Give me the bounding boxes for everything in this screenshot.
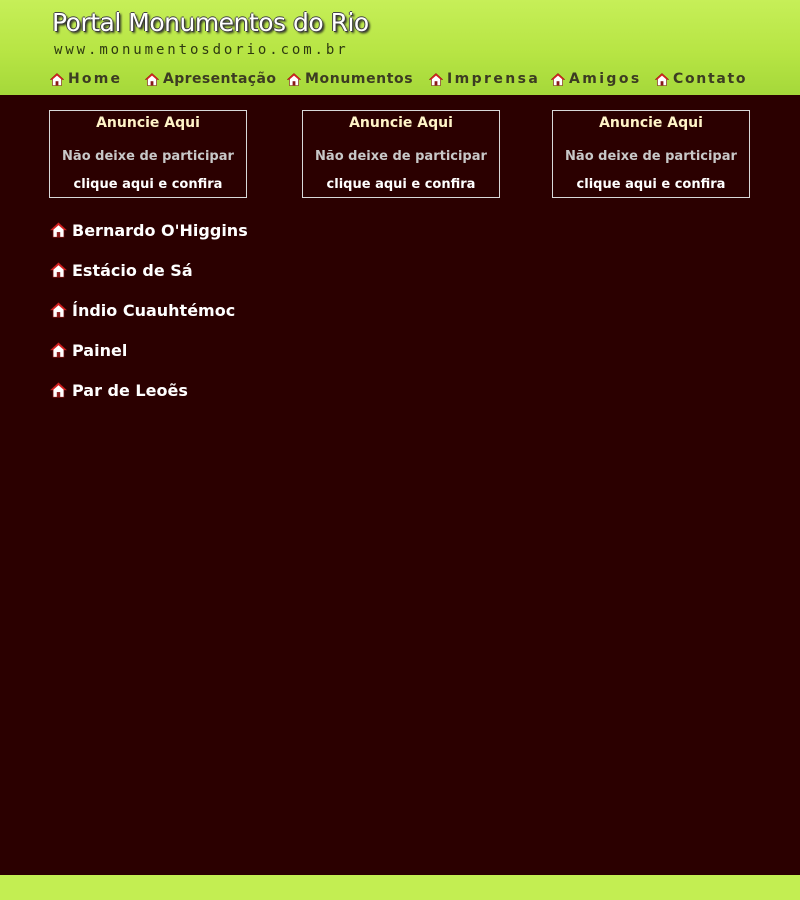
house-icon <box>655 73 669 86</box>
house-icon <box>50 382 67 398</box>
house-icon <box>50 73 64 86</box>
nav-item-home[interactable] <box>50 68 122 90</box>
ad-box[interactable] <box>302 110 500 198</box>
monument-label: Par de Leoẽs <box>72 380 188 400</box>
header <box>0 0 800 95</box>
footer-bar <box>0 875 800 900</box>
monument-link-par-de-leoes[interactable] <box>50 378 188 402</box>
main-nav <box>0 68 800 90</box>
nav-item-monumentos[interactable] <box>287 68 413 90</box>
house-icon <box>429 73 443 86</box>
ad-link[interactable]: clique aqui e confira <box>576 177 726 192</box>
house-icon <box>50 222 67 238</box>
site-title[interactable]: Portal Monumentos do Rio <box>52 8 369 37</box>
house-icon <box>287 73 301 86</box>
nav-item-label: Contato <box>673 71 748 87</box>
house-icon <box>551 73 565 86</box>
ad-link[interactable]: clique aqui e confira <box>326 177 476 192</box>
ad-text: Não deixe de participar <box>565 149 737 164</box>
nav-item-amigos[interactable] <box>551 68 642 90</box>
ad-link[interactable]: clique aqui e confira <box>73 177 223 192</box>
ad-text: Não deixe de participar <box>62 149 234 164</box>
ad-text: Não deixe de participar <box>315 149 487 164</box>
ad-box[interactable] <box>49 110 247 198</box>
monument-link-indio-cuauhtemoc[interactable] <box>50 298 235 322</box>
nav-item-contato[interactable] <box>655 68 747 90</box>
nav-item-apresentacao[interactable] <box>145 68 276 90</box>
house-icon <box>145 73 159 86</box>
monument-link-estacio-de-sa[interactable] <box>50 258 193 282</box>
nav-item-label: Amigos <box>569 71 642 87</box>
nav-item-label: Home <box>68 71 123 87</box>
monument-label: Bernardo O'Higgins <box>72 220 248 240</box>
monument-link-bernardo-ohiggins[interactable] <box>50 218 248 242</box>
house-icon <box>50 262 67 278</box>
monument-label: Estácio de Sá <box>72 260 193 280</box>
ad-box[interactable] <box>552 110 750 198</box>
nav-item-label: Imprensa <box>447 71 541 87</box>
ad-title: Anuncie Aqui <box>349 115 453 131</box>
monument-label: Índio Cuauhtémoc <box>72 300 236 320</box>
ad-title: Anuncie Aqui <box>96 115 200 131</box>
ad-title: Anuncie Aqui <box>599 115 703 131</box>
house-icon <box>50 342 67 358</box>
monument-label: Painel <box>72 340 128 360</box>
nav-item-label: Apresentação <box>163 71 277 87</box>
nav-item-label: Monumentos <box>305 71 414 87</box>
site-url: www.monumentosdorio.com.br <box>54 42 349 58</box>
house-icon <box>50 302 67 318</box>
nav-item-imprensa[interactable] <box>429 68 540 90</box>
monument-link-painel[interactable] <box>50 338 127 362</box>
